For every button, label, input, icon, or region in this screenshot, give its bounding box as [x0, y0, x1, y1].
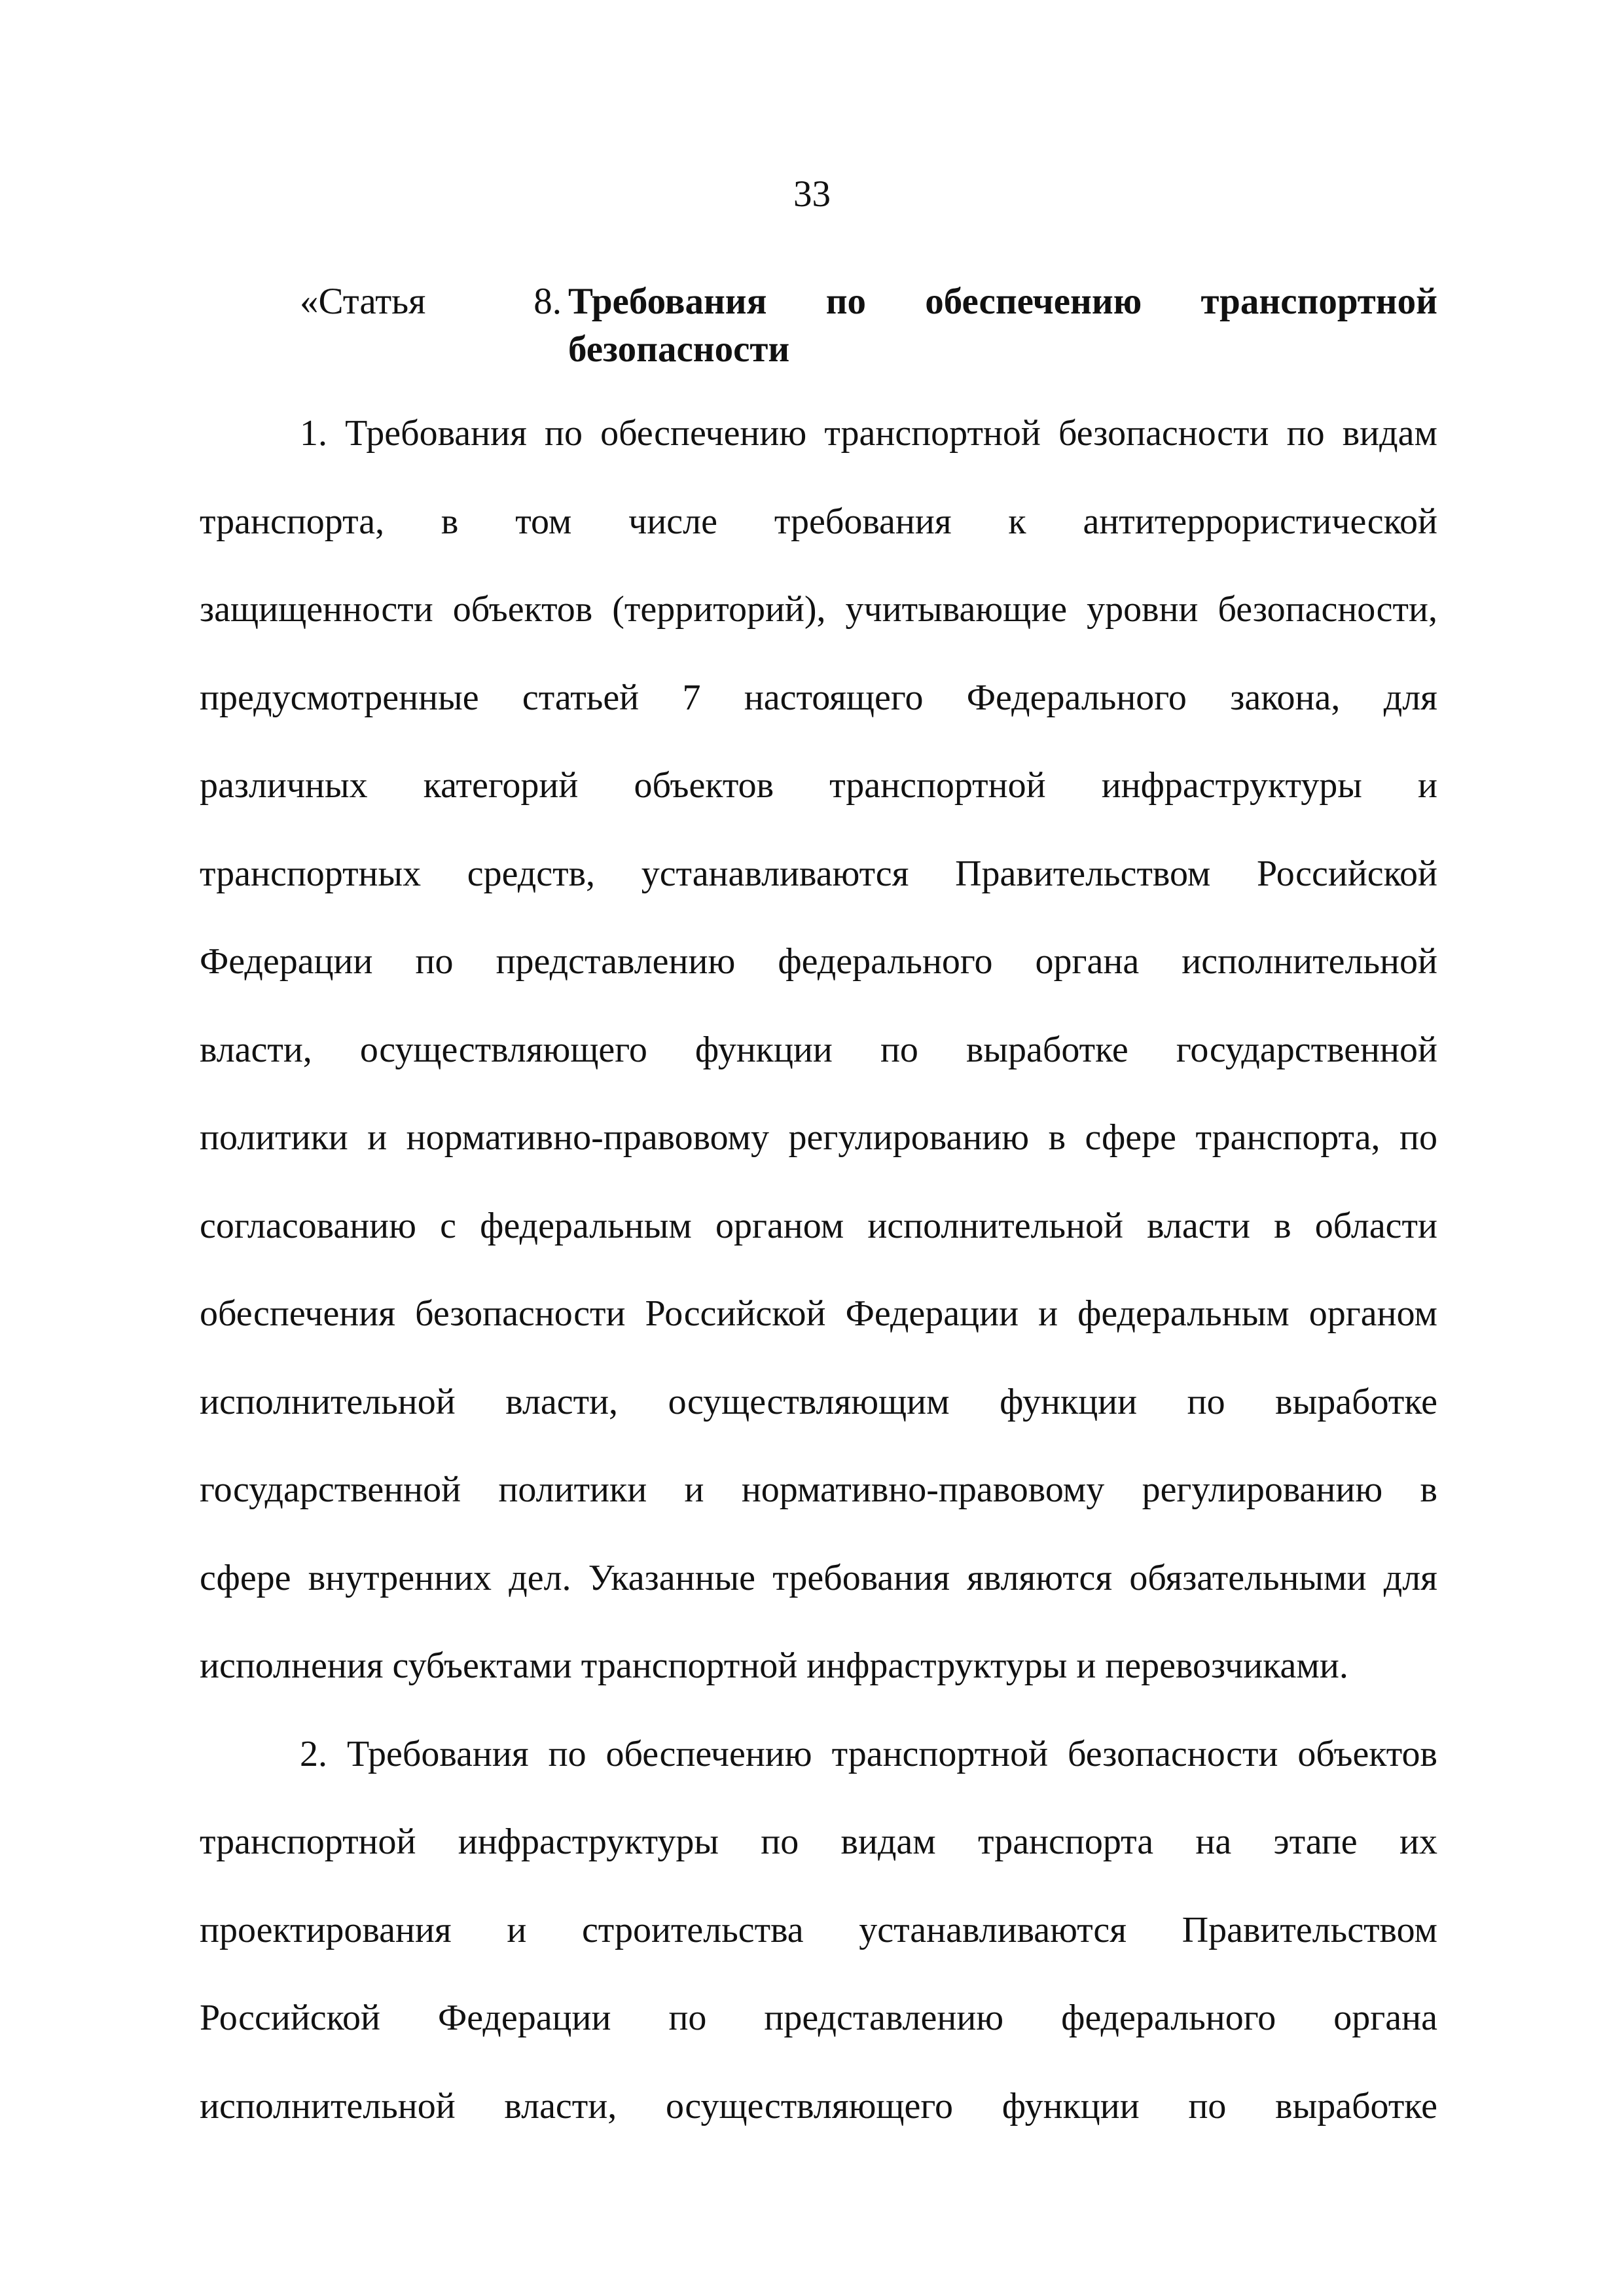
word: власти,: [200, 1029, 312, 1070]
title-word: по: [825, 281, 867, 322]
word: регулированию: [788, 1117, 1030, 1158]
word: выработке: [965, 1029, 1128, 1070]
article-label-number: 8.: [533, 281, 562, 322]
page-number: 33: [793, 173, 831, 215]
paragraph-line: [200, 478, 1437, 566]
paragraph-line: [200, 1886, 1437, 1975]
word: в: [441, 501, 459, 542]
word: федеральным: [1077, 1293, 1290, 1334]
paragraph-line: [200, 1182, 1437, 1270]
word: к: [1008, 501, 1026, 542]
word: транспортной: [824, 413, 1041, 454]
word: учитывающие: [845, 589, 1068, 630]
word: числе: [628, 501, 717, 542]
word: транспорта: [978, 1821, 1154, 1862]
word: Российской: [200, 1998, 380, 2038]
paragraph-line: [200, 1534, 1437, 1623]
paragraph-2: [200, 1710, 1437, 2151]
word: Федерации: [845, 1293, 1019, 1334]
word: по: [545, 413, 583, 454]
word: с: [440, 1205, 456, 1246]
word: Требования: [346, 1733, 529, 1774]
word: защищенности: [200, 589, 433, 630]
word: Требования: [345, 413, 527, 454]
paragraph-line: [200, 1974, 1437, 2062]
paragraph-line: [200, 1798, 1437, 1886]
title-word: транспортной: [1200, 281, 1437, 322]
article-label-word: «Статья: [300, 281, 426, 322]
word: представлению: [496, 941, 736, 982]
word: по: [880, 1029, 918, 1070]
article-title-line-2: безопасности: [568, 329, 790, 370]
word: обеспечения: [200, 1293, 396, 1334]
word: видам: [840, 1821, 936, 1862]
word: по: [1286, 413, 1325, 454]
word: органом: [1308, 1293, 1437, 1334]
word: и: [367, 1117, 388, 1158]
word: проектирования: [200, 1909, 452, 1950]
word: транспортных: [200, 853, 422, 894]
word: области: [1314, 1205, 1437, 1246]
word: власти: [1147, 1205, 1250, 1246]
word: транспортной: [829, 765, 1046, 806]
word: в: [1048, 1117, 1066, 1158]
word: согласованию: [200, 1205, 416, 1246]
word: по: [668, 1998, 707, 2038]
word: по: [415, 941, 454, 982]
word: сфере: [1085, 1117, 1177, 1158]
word: выработке: [1275, 2085, 1437, 2126]
word: являются: [967, 1557, 1113, 1598]
word: нормативно-правовому: [741, 1469, 1105, 1510]
paragraph-line: [200, 1094, 1437, 1182]
word: транспорта,: [1195, 1117, 1380, 1158]
word: политики: [498, 1469, 647, 1510]
article-title-line-1: [568, 278, 1437, 325]
word: (территорий),: [612, 589, 826, 630]
title-word: обеспечению: [925, 281, 1142, 322]
article-title: [568, 278, 1437, 373]
word: органа: [1333, 1998, 1437, 2038]
word: политики: [200, 1117, 348, 1158]
word: статьей: [522, 677, 640, 718]
word: устанавливаются: [641, 853, 909, 894]
word: транспортной: [831, 1733, 1049, 1774]
word: федерального: [778, 941, 993, 982]
paragraph-line: [200, 1270, 1437, 1358]
word: обеспечению: [605, 1733, 812, 1774]
word: Правительством: [955, 853, 1211, 894]
paragraph-1: [200, 389, 1437, 1710]
word: по: [548, 1733, 586, 1774]
word: объектов: [452, 589, 593, 630]
word: категорий: [423, 765, 579, 806]
word: 1.: [300, 413, 327, 454]
word: Федерального: [966, 677, 1187, 718]
word: Федерации: [437, 1998, 611, 2038]
word: на: [1195, 1821, 1232, 1862]
article-body: [200, 389, 1437, 2150]
word: по: [1187, 1381, 1225, 1422]
paragraph-line: [200, 918, 1437, 1006]
word: по: [761, 1821, 799, 1862]
word: антитеррористической: [1083, 501, 1437, 542]
word: настоящего: [744, 677, 924, 718]
word: обязательными: [1129, 1557, 1367, 1598]
word: и: [1038, 1293, 1058, 1334]
word: и: [684, 1469, 704, 1510]
word: нормативно-правовому: [406, 1117, 770, 1158]
word: этапе: [1273, 1821, 1358, 1862]
word: внутренних: [308, 1557, 492, 1598]
paragraph-line: [200, 1446, 1437, 1534]
word: федеральным: [480, 1205, 692, 1246]
word: объектов: [1297, 1733, 1437, 1774]
word: требования: [772, 1557, 950, 1598]
word: безопасности: [1058, 413, 1269, 454]
word: функции: [1001, 2085, 1140, 2126]
word: органом: [715, 1205, 844, 1246]
paragraph-line: [200, 830, 1437, 918]
paragraph-line: [200, 2062, 1437, 2151]
word: власти,: [504, 2085, 617, 2126]
paragraph-line: [200, 1358, 1437, 1446]
title-word: Требования: [568, 281, 767, 322]
word: представлению: [764, 1998, 1004, 2038]
word: по: [1188, 2085, 1227, 2126]
word: по: [1399, 1117, 1437, 1158]
paragraph-line: [200, 1622, 1437, 1710]
word: органа: [1035, 941, 1140, 982]
word: функции: [695, 1029, 833, 1070]
word: в: [1274, 1205, 1291, 1246]
word: объектов: [634, 765, 774, 806]
word: сфере: [200, 1557, 291, 1598]
paragraph-line: [200, 565, 1437, 654]
article-label: [300, 278, 562, 325]
word: Указанные: [588, 1557, 756, 1598]
word: регулированию: [1142, 1469, 1383, 1510]
word: осуществляющего: [665, 2085, 953, 2126]
word: строительства: [581, 1909, 804, 1950]
word: устанавливаются: [859, 1909, 1127, 1950]
word: инфраструктуры: [1101, 765, 1362, 806]
word: осуществляющего: [359, 1029, 647, 1070]
word: государственной: [1176, 1029, 1437, 1070]
word: исполнительной: [1182, 941, 1437, 982]
word: федерального: [1061, 1998, 1276, 2038]
word: безопасности: [415, 1293, 626, 1334]
word: их: [1399, 1821, 1437, 1862]
word: Федерации: [200, 941, 373, 982]
word: в: [1420, 1469, 1437, 1510]
word: видам: [1342, 413, 1437, 454]
word: и: [507, 1909, 527, 1950]
word: дел.: [509, 1557, 571, 1598]
word: транспортной: [200, 1821, 416, 1862]
word: выработке: [1275, 1381, 1437, 1422]
word: 7: [682, 677, 701, 718]
word: исполнительной: [200, 2085, 456, 2126]
word: государственной: [200, 1469, 461, 1510]
word: предусмотренные: [200, 677, 479, 718]
word: функции: [1000, 1381, 1138, 1422]
word: инфраструктуры: [458, 1821, 719, 1862]
word: безопасности: [1068, 1733, 1278, 1774]
word: исполнительной: [200, 1381, 456, 1422]
word: для: [1383, 677, 1437, 718]
word: транспорта,: [200, 501, 385, 542]
word: безопасности,: [1218, 589, 1437, 630]
word: средств,: [467, 853, 596, 894]
word: власти,: [505, 1381, 619, 1422]
word: обеспечению: [600, 413, 807, 454]
word: исполнительной: [867, 1205, 1123, 1246]
word: закона,: [1230, 677, 1341, 718]
word: требования: [774, 501, 952, 542]
word: Правительством: [1182, 1909, 1437, 1950]
word: и: [1417, 765, 1437, 806]
word: том: [515, 501, 572, 542]
word: уровни: [1087, 589, 1199, 630]
word: осуществляющим: [668, 1381, 950, 1422]
paragraph-line: [200, 1006, 1437, 1094]
paragraph-line: [200, 654, 1437, 742]
paragraph-line: [200, 389, 1437, 478]
word: 2.: [300, 1733, 327, 1774]
paragraph-line: [200, 742, 1437, 830]
word: для: [1383, 1557, 1437, 1598]
word: различных: [200, 765, 368, 806]
word: Российской: [1257, 853, 1437, 894]
line-text: исполнения субъектами транспортной инфраструктуры и перевозчиками.: [200, 1645, 1348, 1686]
paragraph-line: [200, 1710, 1437, 1799]
word: Российской: [645, 1293, 826, 1334]
